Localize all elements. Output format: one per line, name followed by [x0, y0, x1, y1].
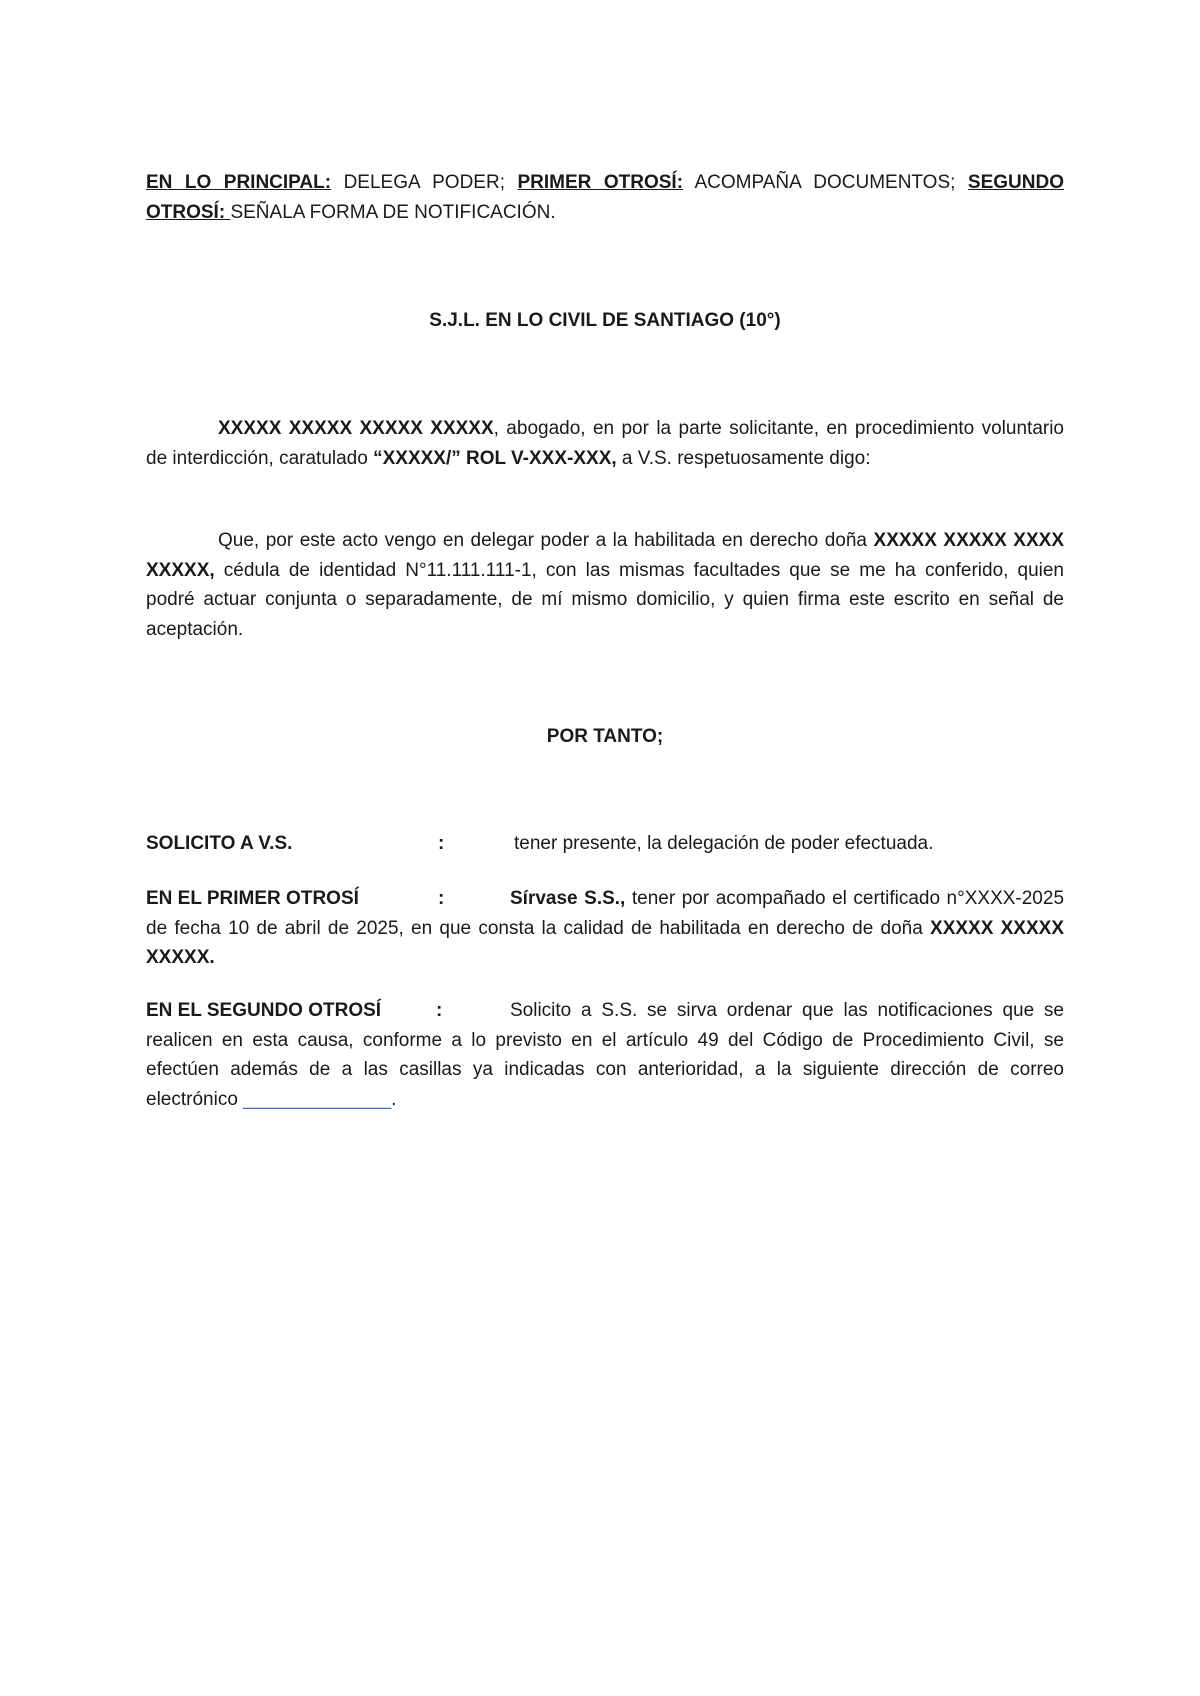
principal-label: EN LO PRINCIPAL: [146, 172, 332, 193]
email-blank-line: ______________ [243, 1088, 392, 1110]
request-segundo-otrosi [146, 996, 1064, 1114]
request-primer-text: tener por acompañado el certificado n°XXXX-2025 de fecha 10 de abril de 2025, en que consta la calidad de habilitada en derecho de doña [146, 888, 1065, 939]
request-segundo-colon: : [436, 1000, 443, 1021]
sumilla [146, 168, 1064, 227]
request-segundo-label: EN EL SEGUNDO OTROSÍ [146, 1000, 382, 1021]
request-primer-otrosi [146, 884, 1064, 973]
principal-text: DELEGA PODER; [331, 172, 518, 193]
paragraph-comparecencia [146, 414, 1064, 473]
case-caratula: “XXXXX/” ROL V-XXX-XXX, [373, 447, 617, 469]
request-primer-name: XXXXX XXXXX XXXXX. [146, 917, 1064, 968]
request-principal-text: tener presente, la delegación de poder efectuada. [514, 833, 934, 854]
request-primer-bold: Sírvase S.S., [510, 888, 626, 909]
primer-otrosi-text: ACOMPAÑA DOCUMENTOS; [683, 172, 968, 193]
paragraph2-text-a: Que, por este acto vengo en delegar poder a la habilitada en derecho doña [218, 530, 874, 551]
request-principal-colon: : [438, 833, 445, 854]
paragraph2-text-b: cédula de identidad N°11.111.111-1, con las mismas facultades que se me ha conferido, quien podré actuar conjunta o separadamente, de mí mismo domicilio, y quien firma este escrito en señal de aceptación. [146, 559, 1064, 640]
primer-otrosi-label: PRIMER OTROSÍ: [517, 172, 684, 193]
request-segundo-text: Solicito a S.S. se sirva ordenar que las notificaciones que se realicen en esta causa, conforme a lo previsto en el artículo 49 del Código de Procedimiento Civil, se efectúen además de a las casillas ya indicadas con anterioridad, a la siguiente dirección de correo electrónico [146, 1000, 1064, 1110]
segundo-otrosi-text: SEÑALA FORMA DE NOTIFICACIÓN. [230, 201, 556, 223]
por-tanto-heading: POR TANTO; [546, 726, 664, 747]
request-primer-colon: : [438, 888, 445, 909]
request-principal-label: SOLICITO A V.S. [146, 833, 293, 854]
delegate-name: XXXXX XXXXX XXXX XXXXX, [146, 530, 1064, 581]
document-page [146, 168, 1065, 1110]
paragraph1-text-a: , abogado, en por la parte solicitante, en procedimiento voluntario de interdicción, caratulado [146, 418, 1065, 469]
request-principal [146, 829, 1064, 859]
court-heading: S.J.L. EN LO CIVIL DE SANTIAGO (10°) [429, 310, 781, 331]
segundo-otrosi-label: SEGUNDO OTROSÍ: [146, 172, 1064, 223]
paragraph1-text-b: a V.S. respetuosamente digo: [616, 447, 871, 469]
paragraph-delegacion [146, 526, 1064, 644]
request-primer-label: EN EL PRIMER OTROSÍ [146, 888, 359, 909]
lawyer-name: XXXXX XXXXX XXXXX XXXXX [218, 418, 494, 439]
request-segundo-end: . [391, 1088, 397, 1110]
